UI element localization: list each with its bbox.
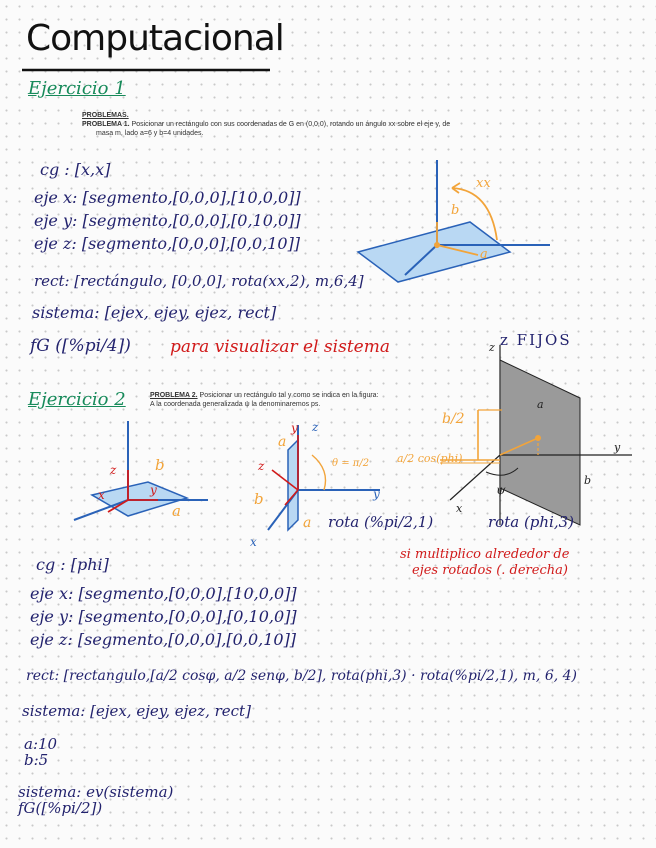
ex1-ejey: eje y: [segmento,[0,0,0],[0,10,0]] [34, 211, 301, 230]
ex2-left-z: z [110, 463, 117, 477]
ex2-fig-b: b [584, 474, 592, 487]
ex2-fig-y: y [614, 441, 621, 454]
ex2-fig-b2: b/2 [442, 411, 465, 427]
ex2-left-y: y [150, 483, 157, 497]
ex2-ev: sistema: ev(sistema) [18, 783, 174, 801]
ex2-left-x: x [98, 488, 105, 502]
ex1-problem-line1: PROBLEMA 1. Posicionar un rectángulo con sus coordenadas de G en (0,0,0), rotando un ángulo xx sobre el eje y, de [82, 121, 451, 128]
ex2-left-a: a [172, 502, 181, 520]
ex2-mid-z-left: z [258, 459, 265, 473]
ex2-fg: fG([%pi/2]) [18, 799, 103, 817]
ex1-heading: Ejercicio 1 [28, 78, 126, 99]
ex2-mid-theta: θ = π/2 [332, 458, 370, 469]
ex2-fig-psi: ψ [496, 483, 506, 497]
ex2-problem-line1: PROBLEMA 2. Posicionar un rectángulo tal y como se indica en la figura: [150, 392, 379, 399]
ex2-fig-acos: a/2 cos(phi) [397, 452, 463, 465]
ex2-mid-y: y [291, 421, 298, 435]
ex2-ejex: eje x: [segmento,[0,0,0],[10,0,0]] [30, 584, 297, 603]
ex2-ejey: eje y: [segmento,[0,0,0],[0,10,0]] [30, 607, 297, 626]
ex2-b-val: b:5 [24, 751, 49, 769]
ex2-fig-z: z [489, 341, 495, 354]
ex1-a-label: a [480, 247, 488, 262]
ex2-mid-x: x [250, 535, 257, 549]
ex2-sistema: sistema: [ejex, ejey, ejez, rect] [22, 702, 251, 720]
ex1-sistema: sistema: [ejex, ejey, ejez, rect] [32, 303, 277, 322]
ex2-fig-a: a [537, 398, 544, 411]
ex2-cg: cg : [phi] [36, 555, 109, 574]
ex1-fg-cmd: fG ([%pi/4]) [30, 336, 131, 356]
ex2-mid-a: a [278, 434, 287, 450]
ex1-fg-note: para visualizar el sistema [170, 337, 390, 357]
ex2-problem-line2: A la coordenada generalizada ψ la denominaremos ps. [150, 401, 321, 408]
ex2-rect: rect: [rectangulo,[a/2 cosφ, a/2 senφ, b/2], rota(phi,3) · rota(%pi/2,1), m, 6, 4) [26, 668, 577, 684]
ex1-problem-line2: masa m, lado a=6 y b=4 unidades. [96, 130, 204, 137]
ex2-rota2: rota (phi,3) [488, 513, 575, 531]
ex2-mid-a-bot: a [303, 515, 312, 531]
ex1-rect: rect: [rectángulo, [0,0,0], rota(xx,2), m,6,4] [34, 272, 364, 290]
page-title: Computacional [26, 18, 284, 59]
ex1-b-label: b [451, 203, 460, 218]
ex2-rota1: rota (%pi/2,1) [328, 513, 434, 531]
ex2-a-val: a:10 [24, 735, 58, 753]
ex2-mid-z-top: z [312, 420, 319, 434]
ex2-mid-b: b [254, 490, 264, 508]
ex1-xx-label: xx [476, 176, 491, 191]
ex1-ejex: eje x: [segmento,[0,0,0],[10,0,0]] [34, 188, 301, 207]
ex2-left-b: b [155, 456, 165, 474]
ex2-fig-x: x [456, 502, 463, 515]
ex1-problems-label: PROBLEMAS. [82, 112, 129, 119]
ex1-cg: cg : [x,x] [40, 160, 111, 179]
ex2-note-2: ejes rotados (. derecha) [412, 563, 568, 578]
ex2-ejez: eje z: [segmento,[0,0,0],[0,0,10]] [30, 630, 297, 649]
fijos-label: z FIJOS [500, 331, 572, 349]
ex2-note-1: si multiplico alrededor de [400, 547, 570, 562]
ex1-ejez: eje z: [segmento,[0,0,0],[0,0,10]] [34, 234, 301, 253]
ex2-mid-y-right: y [373, 487, 380, 501]
ex2-heading: Ejercicio 2 [28, 389, 126, 410]
